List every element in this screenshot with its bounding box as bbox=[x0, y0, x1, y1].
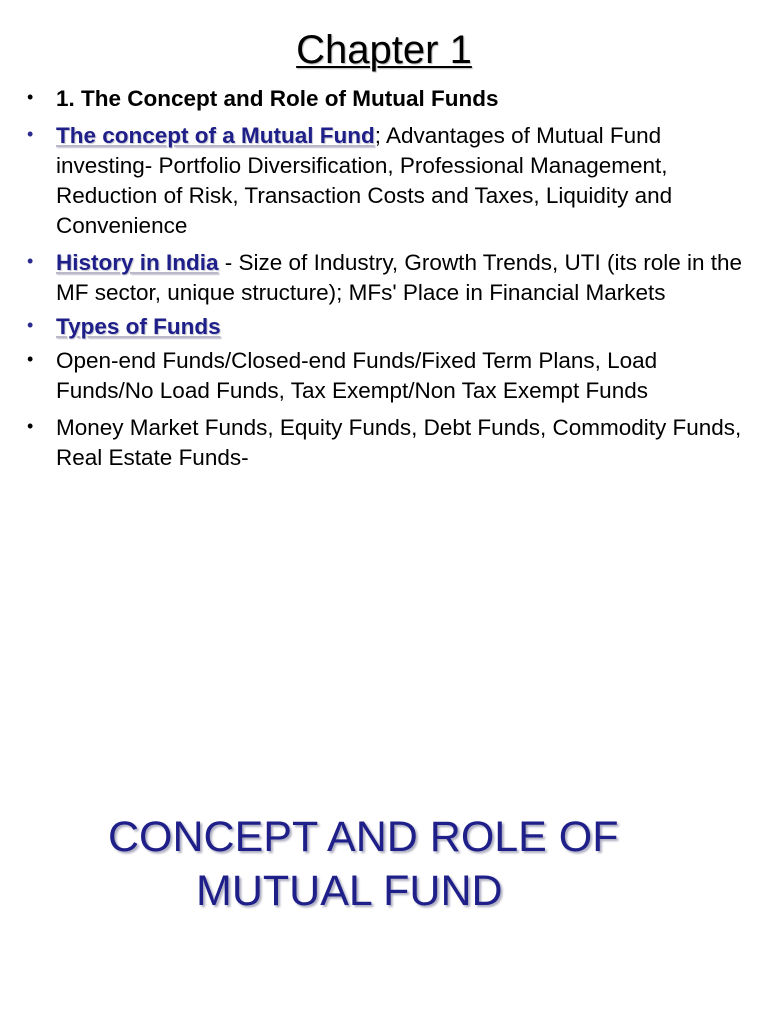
bullet-item-concept-role bbox=[26, 84, 756, 114]
bullet-dot-icon: • bbox=[27, 315, 34, 335]
footer-title-line-1: CONCEPT AND ROLE OF bbox=[108, 813, 619, 861]
bullet-dot-icon: • bbox=[27, 416, 34, 436]
footer-title-line-2: MUTUAL FUND bbox=[196, 867, 503, 915]
bullet-dot-icon: • bbox=[27, 124, 34, 144]
bullet-item-fund-structures bbox=[26, 346, 756, 406]
bullet-text: Money Market Funds, Equity Funds, Debt Funds, Commodity Funds, Real Estate Funds- bbox=[56, 415, 742, 470]
bullet-dot-icon: • bbox=[27, 349, 34, 369]
bullet-text: Open-end Funds/Closed-end Funds/Fixed Term Plans, Load Funds/No Load Funds, Tax Exempt/Non Tax Exempt Funds bbox=[56, 348, 658, 403]
highlight-term: History in India bbox=[56, 250, 219, 275]
bullet-list bbox=[26, 84, 756, 480]
bullet-text: 1. The Concept and Role of Mutual Funds bbox=[56, 86, 499, 111]
highlight-term: The concept of a Mutual Fund bbox=[56, 123, 375, 148]
bullet-item-mutual-fund-concept bbox=[26, 121, 756, 241]
bullet-text: ; Advantages of Mutual Fund investing- Portfolio Diversification, Professional Management, Reduction of Risk, Transaction Costs and Taxes, Liquidity and Convenience bbox=[56, 123, 673, 238]
footer-title bbox=[0, 810, 768, 918]
bullet-item-types-of-funds bbox=[26, 312, 756, 342]
bullet-item-fund-categories bbox=[26, 413, 756, 473]
highlight-term: Types of Funds bbox=[56, 314, 221, 339]
bullet-dot-icon: • bbox=[27, 251, 34, 271]
bullet-dot-icon: • bbox=[27, 87, 34, 107]
bullet-item-history-india bbox=[26, 248, 756, 308]
bullet-text: - Size of Industry, Growth Trends, UTI (its role in the MF sector, unique structure); MFs' Place in Financial Markets bbox=[56, 250, 743, 305]
slide-title: Chapter 1 bbox=[296, 28, 472, 72]
